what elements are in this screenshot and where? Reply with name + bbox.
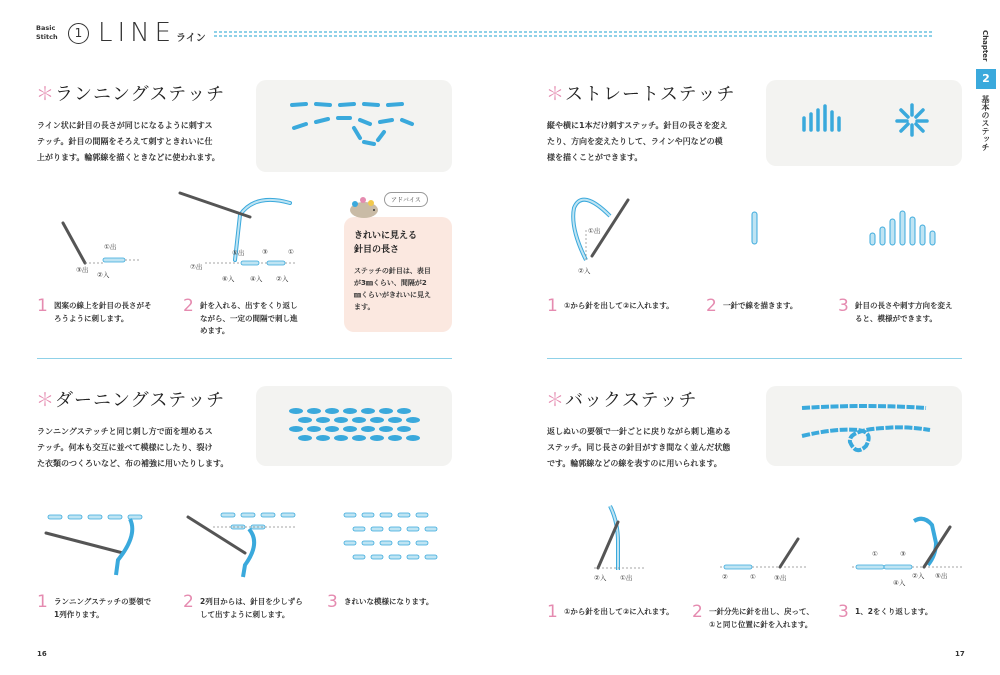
header-basic: Basic <box>36 24 56 32</box>
label: ④入 <box>250 275 263 283</box>
advice-tag <box>384 192 428 207</box>
advice-tag-text: アドバイス <box>391 197 421 204</box>
page-number-right: 17 <box>955 650 965 658</box>
asterisk-icon: ＊ <box>546 390 565 411</box>
chapter-sidebar <box>976 30 996 200</box>
darning-desc: ランニングステッチと同じ刺し方で面を埋めるス テッチ。何本も交互に並べて模様にしたり、裂け た衣類のつくろいなど、布の補強に用いたりします。 <box>37 427 229 468</box>
label: ⑦出 <box>190 263 203 271</box>
sidebar-chapter-label: Chapter <box>981 30 989 62</box>
step-number: 1 <box>37 592 48 612</box>
label: ①出 <box>620 574 633 582</box>
page-number-left: 16 <box>37 650 47 658</box>
step-text: 一針分先に針を出し、戻って、 ①と同じ位置に針を入れます。 <box>709 607 814 629</box>
step-text: 2列目からは、針目を少しずら して出すように刺します。 <box>200 597 303 619</box>
label: ②入 <box>276 275 289 283</box>
step-number: 3 <box>838 602 849 622</box>
running-title-text: ランニングステッチ <box>55 84 226 105</box>
running-title <box>36 80 225 106</box>
darning-diagram-2 <box>183 505 308 585</box>
separator-left <box>37 358 452 359</box>
back-desc: 返しぬいの要領で一針ごとに戻りながら刺し進める ステッチ。同じ長さの針目がすき間なく並んだ状態 です。輪郭線などの線を表すのに用いられます。 <box>547 427 731 468</box>
running-photo <box>256 80 452 172</box>
step-number: 2 <box>183 592 194 612</box>
label: ① <box>750 573 756 581</box>
step-number: 2 <box>183 296 194 316</box>
back-title-text: バックステッチ <box>565 390 698 411</box>
label: ③ <box>262 248 268 256</box>
darning-stitch-sample <box>256 386 452 466</box>
label: ①出 <box>104 243 117 251</box>
label: ⑤出 <box>935 572 948 580</box>
header-title: LINE <box>98 18 177 48</box>
step-text: ①から針を出して②に入れます。 <box>564 607 674 616</box>
step-number: 3 <box>838 296 849 316</box>
asterisk-icon: ＊ <box>546 84 565 105</box>
label: ⑥入 <box>222 275 235 283</box>
darning-diagram-3 <box>336 505 446 580</box>
header-kana: ライン <box>176 33 206 44</box>
label: ②入 <box>912 572 925 580</box>
darning-title <box>36 386 225 412</box>
step-text: 1、2をくり返します。 <box>855 607 933 616</box>
step-number: 1 <box>547 296 558 316</box>
label: ②入 <box>594 574 607 582</box>
label: ① <box>288 248 294 256</box>
step-number: 3 <box>327 592 338 612</box>
step-text: きれいな模様になります。 <box>344 597 434 606</box>
straight-diagram-1 <box>562 188 642 278</box>
separator-right <box>547 358 962 359</box>
chapter-circle <box>68 23 89 44</box>
label: ②入 <box>578 267 591 275</box>
step-text: 一針で線を描きます。 <box>723 301 798 310</box>
straight-diagram-2 <box>745 210 765 250</box>
straight-title <box>546 80 735 106</box>
label: ③出 <box>76 266 89 274</box>
chapter-number: 1 <box>74 26 83 40</box>
back-diagram-2 <box>720 535 810 575</box>
running-desc: ライン状に針目の長さが同じになるように刺すス テッチ。針目の間隔をそろえて刺すときれいに仕 上がります。輪郭線を描くときなどに使われます。 <box>37 121 220 162</box>
label: ② <box>722 573 728 581</box>
straight-diagram-3 <box>868 205 948 250</box>
straight-photo <box>766 80 962 166</box>
label: ③ <box>900 550 906 558</box>
darning-title-text: ダーニングステッチ <box>55 390 226 411</box>
advice-body: ステッチの針目は、表目 が3㎜くらい、間隔が2 ㎜くらいがきれいに見え ます。 <box>354 267 431 311</box>
advice-title: きれいに見える 針目の長さ <box>354 231 418 255</box>
header-stitch: Stitch <box>36 33 58 41</box>
header-stitch-line <box>214 30 934 38</box>
back-stitch-sample <box>766 386 962 466</box>
step-number: 2 <box>692 602 703 622</box>
step-number: 1 <box>37 296 48 316</box>
label: ①出 <box>588 227 601 235</box>
running-stitch-sample <box>256 80 452 172</box>
label: ① <box>872 550 878 558</box>
label: ⑤出 <box>232 249 245 257</box>
pincushion-hedgehog-icon <box>344 190 384 220</box>
step-text: 図案の線上を針目の長さがそ ろうように刺します。 <box>54 301 152 323</box>
step-text: 針目の長さや刺す方向を変え ると、模様ができます。 <box>855 301 953 323</box>
step-text: ①から針を出して②に入れます。 <box>564 301 674 310</box>
back-title <box>546 386 697 412</box>
asterisk-icon: ＊ <box>36 84 55 105</box>
back-diagram-1 <box>590 502 650 582</box>
sidebar-number: 2 <box>982 72 990 86</box>
back-diagram-3 <box>852 515 967 580</box>
straight-title-text: ストレートステッチ <box>565 84 736 105</box>
step-text: ランニングステッチの要領で 1列作ります。 <box>54 597 152 619</box>
header <box>36 20 476 50</box>
sidebar-title: 基本のステッチ <box>981 95 990 152</box>
asterisk-icon: ＊ <box>36 390 55 411</box>
sidebar-number-box <box>976 69 996 89</box>
step-text: 針を入れる、出すをくり返し ながら、一定の間隔で刺し進 めます。 <box>200 301 298 335</box>
step-number: 2 <box>706 296 717 316</box>
advice-box <box>344 217 452 332</box>
back-photo <box>766 386 962 466</box>
header-basic-stitch <box>36 24 58 42</box>
straight-desc: 縦や横に1本だけ刺すステッチ。針目の長さを変え たり、方向を変えたりして、ラインや円などの模 様を描くことができます。 <box>547 121 728 162</box>
label: ②入 <box>97 271 110 279</box>
darning-diagram-1 <box>38 505 148 585</box>
label: ③出 <box>774 574 787 582</box>
label: ④入 <box>893 579 906 587</box>
step-number: 1 <box>547 602 558 622</box>
straight-stitch-sample <box>766 80 962 166</box>
darning-photo <box>256 386 452 466</box>
